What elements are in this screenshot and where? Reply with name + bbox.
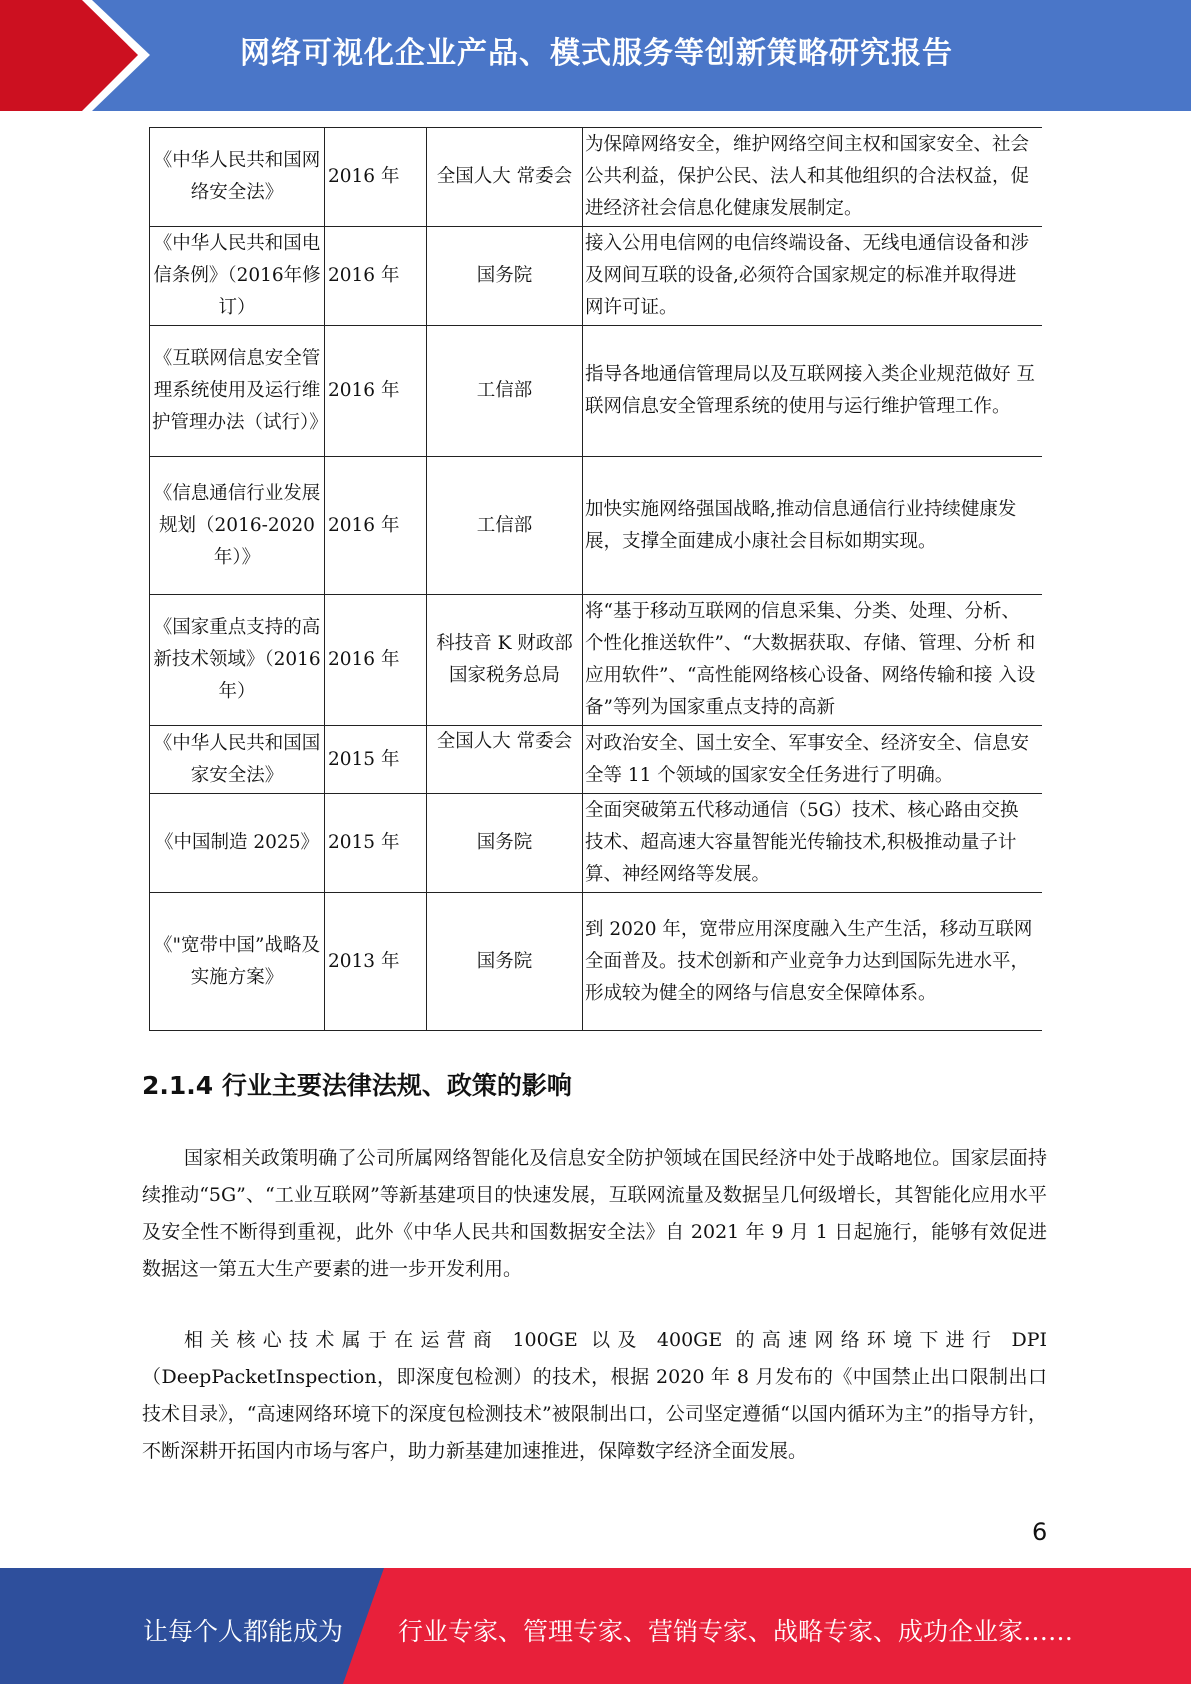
table-row [150, 227, 1043, 326]
table-row [150, 457, 1043, 595]
policy-desc-cell: 全面突破第五代移动通信（5G）技术、核心路由交换 技术、超高速大容量智能光传输技术,积极推动量子计 算、神经网络等发展。 [583, 794, 1043, 893]
policy-year-cell: 2016 年 [325, 326, 427, 457]
policy-org-cell: 全国人大 常委会 [427, 128, 583, 227]
table-row [150, 326, 1043, 457]
policy-desc-cell: 将“基于移动互联网的信息采集、分类、处理、分析、 个性化推送软件”、“大数据获取、存储、管理、分析 和应用软件”、“高性能网络核心设备、网络传输和接 入设备”等列为国家重点支持的高新 [583, 595, 1043, 726]
section-heading: 2.1.4 行业主要法律法规、政策的影响 [142, 1071, 572, 1100]
policy-org-cell: 国务院 [427, 893, 583, 1031]
table-row [150, 794, 1043, 893]
policy-year-cell: 2015 年 [325, 794, 427, 893]
policy-name-cell: 《国家重点支持的高新技术领域》（2016 年） [150, 595, 325, 726]
policy-desc-cell: 指导各地通信管理局以及互联网接入类企业规范做好 互联网信息安全管理系统的使用与运行维护管理工作。 [583, 326, 1043, 457]
policy-name-cell: 《互联网信息安全管理系统使用及运行维护管理办法（试行）》 [150, 326, 325, 457]
table-row [150, 595, 1043, 726]
footer-slogan-left: 让每个人都能成为 [143, 1617, 344, 1646]
policy-name-cell: 《中华人民共和国网络安全法》 [150, 128, 325, 227]
page-header [0, 0, 1191, 111]
policy-desc-cell: 到 2020 年，宽带应用深度融入生产生活，移动互联网 全面普及。技术创新和产业竞争力达到国际先进水平， 形成较为健全的网络与信息安全保障体系。 [583, 893, 1043, 1031]
body-paragraph: 国家相关政策明确了公司所属网络智能化及信息安全防护领域在国民经济中处于战略地位。国家层面持续推动“5G”、“工业互联网”等新基建项目的快速发展，互联网流量及数据呈几何级增长，其智能化应用水平及安全性不断得到重视，此外《中华人民共和国数据安全法》自 2021 年 9 月 1 日起施行，能够有效促进数据这一第五大生产要素的进一步开发利用。 [142, 1147, 1047, 1280]
policy-year-cell: 2013 年 [325, 893, 427, 1031]
policy-org-cell: 国务院 [427, 227, 583, 326]
report-title: 网络可视化企业产品、模式服务等创新策略研究报告 [240, 36, 953, 71]
policy-table [149, 127, 1042, 1031]
page-footer [0, 1568, 1191, 1684]
table-row [150, 726, 1043, 794]
policy-year-cell: 2016 年 [325, 595, 427, 726]
page-number: 6 [1032, 1518, 1048, 1546]
policy-name-cell: 《中华人民共和国电信条例》（2016年修订） [150, 227, 325, 326]
policy-desc-cell: 对政治安全、国土安全、军事安全、经济安全、信息安 全等 11 个领域的国家安全任务进行了明确。 [583, 726, 1043, 794]
policy-org-cell: 全国人大 常委会 [427, 726, 583, 794]
policy-name-cell: 《中华人民共和国国家安全法》 [150, 726, 325, 794]
policy-year-cell: 2016 年 [325, 457, 427, 595]
policy-org-cell: 国务院 [427, 794, 583, 893]
table-row [150, 893, 1043, 1031]
policy-year-cell: 2016 年 [325, 128, 427, 227]
policy-name-cell: 《信息通信行业发展规划（2016-2020年）》 [150, 457, 325, 595]
policy-year-cell: 2015 年 [325, 726, 427, 794]
policy-desc-cell: 为保障网络安全，维护网络空间主权和国家安全、社会 公共利益，保护公民、法人和其他组织的合法权益，促 进经济社会信息化健康发展制定。 [583, 128, 1043, 227]
policy-desc-cell: 加快实施网络强国战略,推动信息通信行业持续健康发 展，支撑全面建成小康社会目标如期实现。 [583, 457, 1043, 595]
body-paragraph: 相关核心技术属于在运营商 100GE 以及 400GE 的高速网络环境下进行 DPI（DeepPacketInspection，即深度包检测）的技术，根据 2020 年 8 月发布的《中国禁止出口限制出口技术目录》，“高速网络环境下的深度包检测技术”被限制出口，公司坚定遵循“以国内循环为主”的指导方针，不断深耕开拓国内市场与客户，助力新基建加速推进，保障数字经济全面发展。 [142, 1329, 1047, 1462]
policy-desc-cell: 接入公用电信网的电信终端设备、无线电通信设备和涉 及网间互联的设备,必须符合国家规定的标准并取得进 网许可证。 [583, 227, 1043, 326]
policy-year-cell: 2016 年 [325, 227, 427, 326]
policy-org-cell: 工信部 [427, 457, 583, 595]
policy-name-cell: 《"宽带中国”战略及实施方案》 [150, 893, 325, 1031]
footer-slogan-right: 行业专家、管理专家、营销专家、战略专家、成功企业家…… [398, 1617, 1074, 1646]
table-row [150, 128, 1043, 227]
policy-org-cell: 工信部 [427, 326, 583, 457]
policy-org-cell: 科技音 K 财政部 国家税务总局 [427, 595, 583, 726]
policy-name-cell: 《中国制造 2025》 [150, 794, 325, 893]
